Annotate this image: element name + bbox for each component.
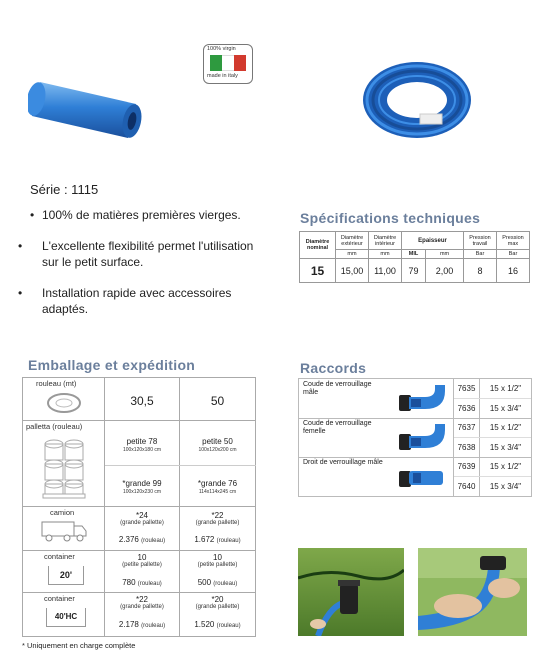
packing-title: Emballage et expédition: [28, 357, 196, 373]
container-20-icon: [48, 566, 84, 585]
raccord-name: Coude de verrouillage femelle: [303, 420, 372, 435]
raccord-code: 7635: [457, 384, 476, 393]
c20-value: 500 (rouleau): [197, 578, 238, 587]
pallet-stack-icon: [42, 436, 88, 500]
spec-value: 79: [402, 259, 426, 283]
italy-flag-icon: [210, 55, 246, 71]
raccord-size: 15 x 3/4": [489, 482, 522, 491]
c40-value: 1.520 (rouleau): [194, 620, 241, 629]
raccord-size: 15 x 1/2": [489, 462, 522, 471]
row-label-rouleau: rouleau (mt): [36, 379, 77, 388]
row-label-container-20: container: [44, 552, 75, 561]
palette-value: petite 50: [202, 437, 233, 446]
bullet-item: • Installation rapide avec accessoires adaptés.: [18, 286, 232, 316]
container-40-tag: 40'HC: [54, 612, 78, 621]
camion-sub: (grande pallette): [120, 520, 164, 526]
raccords-table: [298, 378, 532, 497]
spec-header: Diamètre intérieur: [369, 232, 402, 250]
palette-dim: 100x120x230 cm: [122, 489, 162, 495]
elbow-fitting-female-icon: [395, 422, 447, 454]
spec-unit: mm: [336, 250, 369, 259]
packing-footnote: * Uniquement en charge complète: [22, 641, 136, 650]
spec-unit: mm: [369, 250, 402, 259]
sprinkler-installation-photo: [298, 548, 404, 636]
truck-icon: [40, 519, 88, 543]
camion-value: *24: [135, 511, 148, 520]
spec-header: Epaisseur: [402, 232, 464, 250]
rouleau-value: 50: [210, 394, 225, 408]
raccord-size: 15 x 1/2": [489, 423, 522, 432]
c40-value: *22: [135, 595, 148, 604]
palette-value: petite 78: [126, 437, 158, 446]
container-20-tag: 20': [59, 570, 73, 580]
raccord-code: 7639: [457, 462, 476, 471]
c40-value: 2.178 (rouleau): [118, 620, 166, 629]
c20-value: 10: [137, 553, 147, 562]
spec-unit: Bar: [497, 250, 530, 259]
row-label-palette: palletta (rouleau): [26, 422, 83, 431]
spec-header: Diamètre nominal: [300, 232, 336, 259]
camion-sub: (grande pallette): [195, 520, 240, 526]
c20-value: 780 (rouleau): [122, 578, 162, 587]
palette-dim: 114x114x245 cm: [198, 489, 237, 495]
packing-table: [22, 377, 256, 637]
raccord-code: 7636: [457, 404, 476, 413]
coil-icon: [46, 391, 82, 415]
raccord-size: 15 x 3/4": [489, 443, 522, 452]
raccord-code: 7637: [457, 423, 476, 432]
raccord-code: 7640: [457, 482, 476, 491]
camion-value: *22: [211, 511, 224, 520]
spec-value: 16: [497, 259, 530, 283]
badge-top-text: 100% virgin: [207, 46, 236, 52]
spec-header: Diamètre extérieur: [336, 232, 369, 250]
raccord-size: 15 x 3/4": [489, 404, 522, 413]
row-label-camion: camion: [50, 508, 75, 517]
fitting-assembly-photo: [418, 548, 527, 636]
spec-header: Pression max: [497, 232, 530, 250]
spec-header: Pression travail: [464, 232, 497, 250]
specs-title: Spécifications techniques: [300, 210, 481, 226]
palette-value: *grande 76: [197, 479, 238, 488]
c40-sub: (grande pallette): [195, 604, 240, 610]
pipe-coil-image: [360, 52, 475, 142]
serie-label: Série : 1115: [30, 182, 99, 197]
raccord-name: Droit de verrouillage mâle: [303, 459, 383, 466]
badge-bottom-text: made in italy: [207, 73, 238, 79]
raccord-code: 7638: [457, 443, 476, 452]
c20-sub: (petite pallette): [122, 562, 162, 568]
c40-sub: (grande pallette): [120, 604, 164, 610]
bullet-item: • L'excellente flexibilité permet l'utilisation sur le petit surface.: [18, 239, 254, 269]
straight-fitting-male-icon: [395, 461, 447, 493]
elbow-fitting-male-icon: [395, 383, 447, 415]
camion-value: 2.376 (rouleau): [118, 535, 166, 544]
c40-value: *20: [211, 595, 224, 604]
raccord-name: Coude de verrouillage mâle: [303, 381, 372, 396]
raccords-title: Raccords: [300, 360, 367, 376]
palette-dim: 100x120x180 cm: [122, 447, 162, 453]
spec-value: 11,00: [369, 259, 402, 283]
bullet-item: • 100% de matières premières vierges.: [30, 208, 241, 222]
row-label-container-40: container: [44, 594, 75, 603]
spec-value: 8: [464, 259, 497, 283]
spec-value: 2,00: [426, 259, 464, 283]
spec-value: 15,00: [336, 259, 369, 283]
spec-unit: Bar: [464, 250, 497, 259]
palette-dim: 100x120x200 cm: [198, 447, 237, 453]
palette-value: *grande 99: [122, 479, 162, 488]
c20-value: 10: [213, 553, 222, 562]
raccord-size: 15 x 1/2": [489, 384, 522, 393]
pipe-segment-image: [28, 60, 158, 140]
origin-badge: [203, 44, 253, 84]
camion-value: 1.672 (rouleau): [194, 535, 241, 544]
spec-value: 15: [300, 259, 336, 283]
spec-unit: mm: [426, 250, 464, 259]
container-40-icon: [46, 608, 86, 627]
rouleau-value: 30,5: [130, 394, 154, 408]
specs-table: [299, 231, 530, 283]
c20-sub: (petite pallette): [197, 562, 238, 568]
spec-unit: MIL: [402, 250, 426, 259]
